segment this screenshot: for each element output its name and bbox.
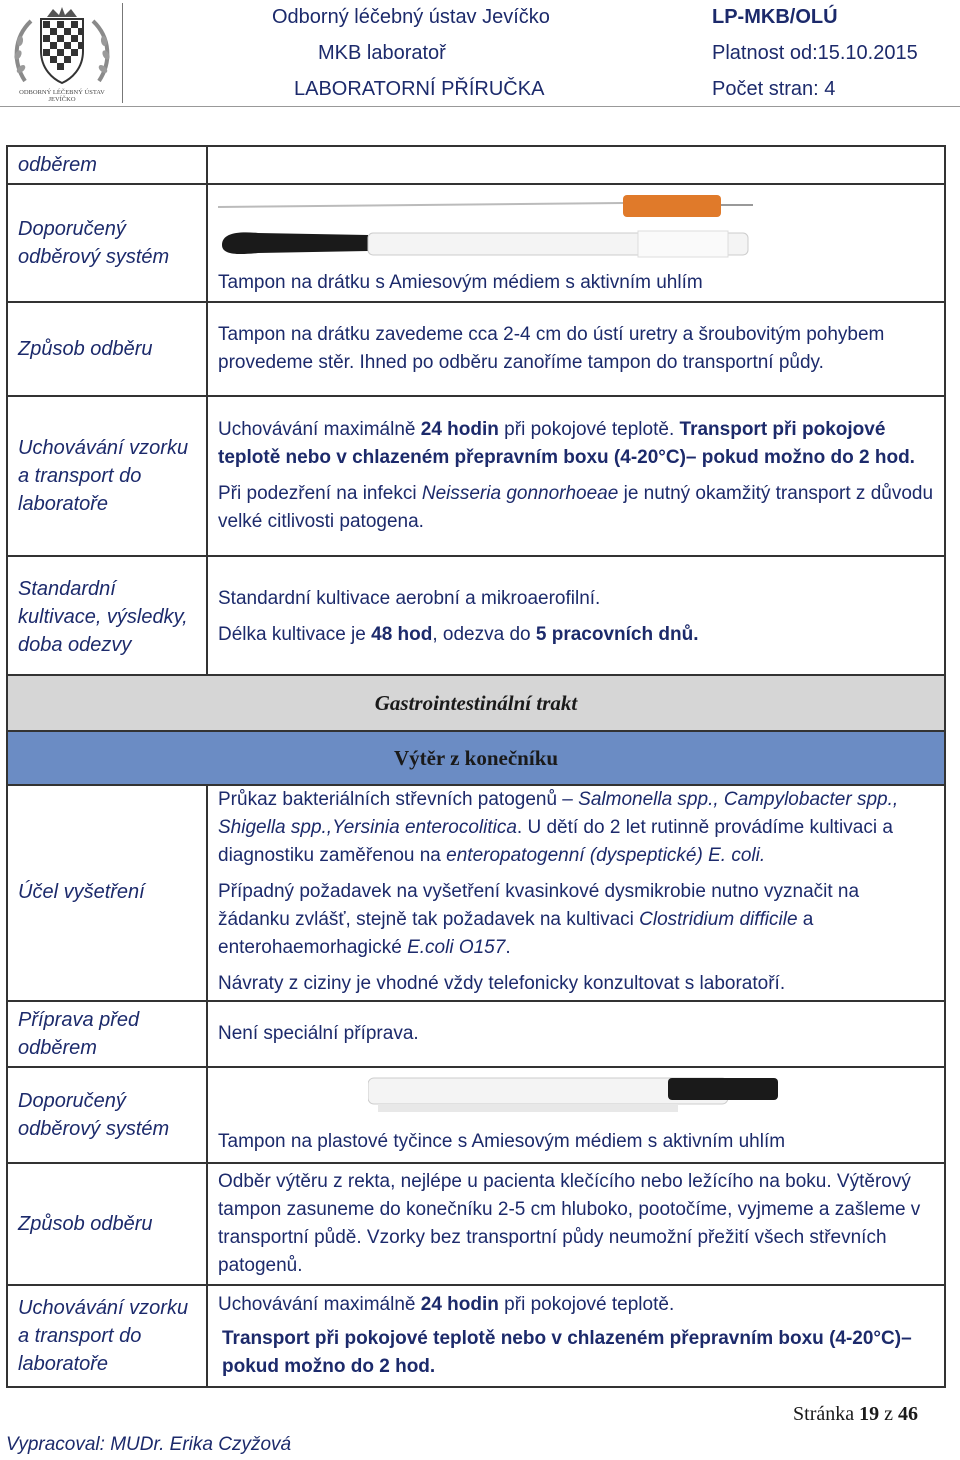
row-label: Účel vyšetření	[8, 784, 208, 1000]
page-number: Stránka 19 z 46	[793, 1403, 918, 1425]
plastic-swab-image	[368, 1074, 788, 1118]
row-label: odběrem	[8, 147, 208, 183]
row-label: Způsob odběru	[8, 303, 208, 395]
wire-swab-image	[218, 193, 758, 263]
row-content: Uchovávání maximálně 24 hodin při pokojové teplotě. Transport při pokojové teplotě nebo v chlazeném přepravním boxu (4-20°C)– pokud možno do 2 hod. Při podezření na infekci Neisseria gonnorhoeae je nutný okamžitý transport z důvodu velké citlivosti patogena.	[218, 419, 934, 532]
manual-title: LABORATORNÍ PŘÍRUČKA	[294, 78, 545, 100]
row-content	[208, 1068, 944, 1162]
table-row	[8, 1068, 944, 1164]
table-row	[8, 1164, 944, 1286]
svg-text:JEVÍČKO: JEVÍČKO	[48, 96, 76, 103]
row-label: Způsob odběru	[8, 1164, 208, 1284]
document-header	[0, 0, 960, 108]
header-divider	[0, 106, 960, 107]
document-code: LP-MKB/OLÚ	[712, 6, 838, 28]
table-row	[8, 397, 944, 557]
row-label: Uchovávání vzorku a transport do laboratoře	[8, 397, 208, 555]
author: Vypracoval: MUDr. Erika Czyžová	[6, 1434, 292, 1455]
row-label: Standardní kultivace, výsledky, doba odezvy	[8, 557, 208, 677]
row-label: Doporučený odběrový systém	[8, 1068, 208, 1162]
row-content	[208, 185, 944, 301]
row-content: Odběr výtěru z rekta, nejlépe u pacienta klečícího nebo ležícího na boku. Výtěrový tampon zasuneme do konečníku 2-5 cm hluboko, pootočíme, vyjmeme a zašleme v transportní půdě. Vzorky bez transportní půdy neumožní přežití všech střevních patogenů.	[218, 1171, 921, 1276]
row-label: Uchovávání vzorku a transport do laboratoře	[8, 1286, 208, 1386]
row-content	[208, 147, 944, 183]
table-row	[8, 185, 944, 303]
section-heading: Gastrointestinální trakt	[6, 674, 946, 730]
table-row	[8, 557, 944, 677]
row-content: Tampon na drátku zavedeme cca 2-4 cm do ústí uretry a šroubovitým pohybem provedeme stěr. Ihned po odběru zanoříme tampon do transportní půdy.	[218, 324, 885, 373]
swab-caption: Tampon na plastové tyčince s Amiesovým médiem s aktivním uhlím	[218, 1131, 786, 1152]
row-content: Není speciální příprava.	[218, 1023, 419, 1044]
validity-date: Platnost od:15.10.2015	[712, 42, 918, 64]
table-row	[8, 1286, 944, 1386]
logo	[3, 3, 123, 103]
subsection-heading: Výtěr z konečníku	[6, 730, 946, 786]
institution-name: Odborný léčebný ústav Jevíčko	[272, 6, 550, 28]
table-row	[8, 303, 944, 397]
row-label: Doporučený odběrový systém	[8, 185, 208, 301]
row-content: Standardní kultivace aerobní a mikroaerofilní. Délka kultivace je 48 hod, odezva do 5 pracovních dnů.	[218, 588, 699, 645]
rectal-swab-table	[6, 784, 946, 1388]
table-row	[8, 784, 944, 1002]
row-label: Příprava před odběrem	[8, 1002, 208, 1066]
table-row	[8, 1002, 944, 1068]
urethra-swab-table	[6, 145, 946, 679]
page-count: Počet stran: 4	[712, 78, 836, 100]
swab-caption: Tampon na drátku s Amiesovým médiem s aktivním uhlím	[218, 272, 703, 293]
row-content: Průkaz bakteriálních střevních patogenů – Salmonella spp., Campylobacter spp., Shigella spp.,Yersinia enterocolitica. U dětí do 2 let rutinně provádíme kultivaci a diagnostiku zaměřenou na enteropatogenní (dyspeptické) E. coli. Případný požadavek na vyšetření kvasinkové dysmikrobie nutno vyznačit na žádanku zvlášť, stejně tak požadavek na kultivaci Clostridium difficile a enterohaemorhagické E.coli O157. Návraty z ciziny je vhodné vždy telefonicky konzultovat s laboratoří.	[218, 789, 899, 994]
row-content: Uchovávání maximálně 24 hodin při pokojové teplotě. Transport při pokojové teplotě nebo v chlazeném přepravním boxu (4-20°C)– pokud možno do 2 hod.	[218, 1294, 912, 1377]
lab-name: MKB laboratoř	[318, 42, 446, 64]
table-row	[8, 147, 944, 185]
svg-text:ODBORNÝ LÉČEBNÝ ÚSTAV: ODBORNÝ LÉČEBNÝ ÚSTAV	[19, 89, 105, 96]
institution-logo-icon	[3, 3, 121, 103]
